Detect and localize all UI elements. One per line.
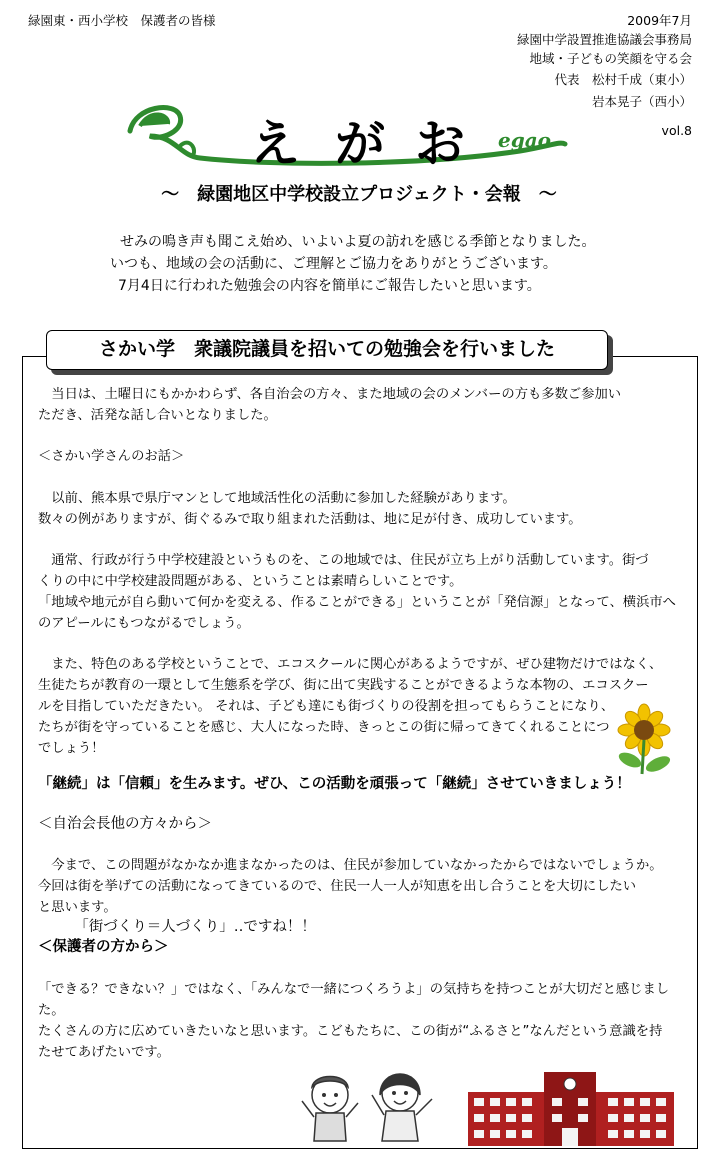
addressee: 緑園東・西小学校 保護者の皆様 — [28, 13, 216, 28]
intro-line: いつも、地域の会の活動に、ご理解とご協力をありがとうございます。 — [110, 256, 557, 272]
body-line: 数々の例がありますが、街ぐるみで取り組まれた活動は、地に足が付き、成功しています。 — [38, 512, 582, 527]
school-building-illustration — [468, 1066, 674, 1146]
body-line: 「街づくり＝人づくり」‥ですね！！ — [38, 919, 316, 935]
section-title: さかい学 衆議院議員を招いての勉強会を行いました — [46, 330, 608, 370]
representative-1: 代表 松村千成（東小） — [554, 72, 692, 87]
organization-subtitle: 地域・子どもの笑顔を守る会 — [529, 51, 692, 66]
body-line: のアピールにもつながるでしょう。 — [38, 616, 250, 631]
body-line: 以前、熊本県で県庁マンとして地域活性化の活動に参加した経験があります。 — [38, 491, 516, 506]
sunflower-illustration — [606, 700, 676, 776]
logo-title-char: え — [250, 115, 300, 173]
body-line: たせてあげたいです。 — [38, 1045, 170, 1060]
body-line: た。 — [38, 1003, 65, 1018]
body-line: でしょう！ — [38, 741, 105, 756]
body-line: たくさんの方に広めていきたいなと思います。こどもたちに、この街が“ふるさと”なんだという意識を持 — [38, 1024, 663, 1039]
body-line: たちが街を守っていることを感じ、大人になった時、きっとこの街に帰ってきてくれることにつ — [38, 720, 610, 735]
children-illustration — [300, 1065, 440, 1145]
body-line: くりの中に中学校建設問題がある、ということは素晴らしいことです。 — [38, 574, 463, 589]
body-line: ルを目指していただきたい。 それは、子ども達にも街づくりの役割を担ってもらうことになり、 — [38, 699, 614, 714]
subheading-parents: ＜保護者の方から＞ — [38, 939, 169, 955]
subheading-neighborhood: ＜自治会長他の方々から＞ — [38, 816, 212, 832]
body-line: 「できる？できない？」ではなく、「みんなで一緒につくろうよ」の気持ちを持つことが大切だと感じまし — [38, 982, 670, 997]
body-line: ただき、活発な話し合いとなりました。 — [38, 408, 277, 423]
body-line: 通常、行政が行う中学校建設というものを、この地域では、住民が立ち上がり活動しています。街づ — [38, 553, 649, 568]
logo-title-char: お — [415, 115, 465, 173]
body-line: と思います。 — [38, 900, 117, 915]
body-line: また、特色のある学校ということで、エコスクールに関心があるようですが、ぜひ建物だけではなく、 — [38, 657, 663, 672]
volume-number: vol.8 — [661, 123, 692, 138]
body-line: 「地域や地元が自ら動いて何かを変える、作ることができる」ということが「発信源」となって、横浜市へ — [38, 595, 676, 610]
intro-line: 7月4日に行われた勉強会の内容を簡単にご報告したいと思います。 — [118, 278, 541, 294]
intro-line: せみの鳴き声も聞こえ始め、いよいよ夏の訪れを感じる季節となりました。 — [120, 234, 596, 250]
representative-2: 岩本晃子（西小） — [591, 94, 692, 109]
issue-date: 2009年7月 — [627, 13, 692, 28]
body-line: 今まで、この問題がなかなか進まなかったのは、住民が参加していなかったからではないでしょうか。 — [38, 858, 663, 873]
highlight-statement: 「継続」は「信頼」を生みます。ぜひ、この活動を頑張って「継続」させていきましょう！ — [38, 776, 631, 792]
body-line: 生徒たちが教育の一環として生態系を学び、街に出て実践することができるような本物の、エコスクー — [38, 678, 649, 693]
body-line: 今回は街を挙げての活動になってきているので、住民一人一人が知恵を出し合うことを大切にしたい — [38, 879, 637, 894]
body-line: 当日は、土曜日にもかかわらず、各自治会の方々、また地域の会のメンバーの方も多数ご参加い — [38, 387, 622, 402]
subheading-sakai: ＜さかい学さんのお話＞ — [38, 449, 185, 464]
logo-title-char: が — [335, 115, 385, 173]
logo-script-text: egao — [498, 128, 552, 152]
organization-name: 緑園中学設置推進協議会事務局 — [516, 32, 692, 47]
newsletter-subtitle: ～ 緑園地区中学校設立プロジェクト・会報 ～ — [161, 184, 557, 205]
